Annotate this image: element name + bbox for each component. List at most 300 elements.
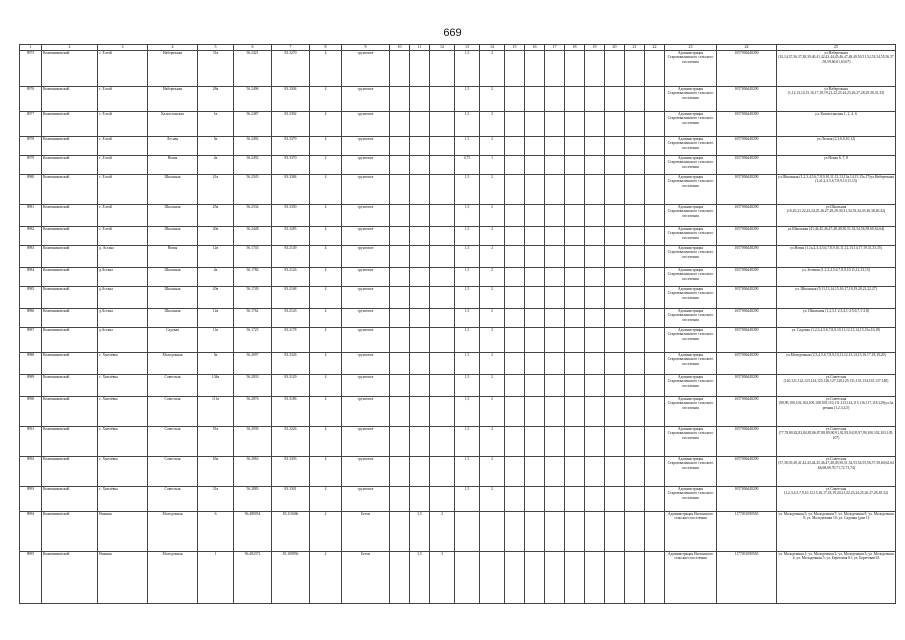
cell-e15 — [505, 205, 525, 227]
cell-addresses: ул.Новая 6, 7, 8 — [777, 156, 896, 175]
cell-id: 8987 — [20, 328, 42, 353]
cell-e18 — [565, 51, 585, 87]
cell-c13: 1,5 — [455, 227, 480, 246]
cell-lat: 56.2534 — [234, 205, 272, 227]
cell-e21 — [625, 51, 645, 87]
cell-e18 — [565, 156, 585, 175]
cell-e15 — [505, 328, 525, 353]
cell-cover: грунтовое — [342, 227, 390, 246]
cell-e17 — [545, 227, 565, 246]
cell-ogrn: 1057006448290 — [717, 205, 777, 227]
header-cell: 17 — [545, 45, 565, 51]
cell-ogrn: 1057006448290 — [717, 268, 777, 287]
cell-id: 8989 — [20, 375, 42, 397]
cell-house: 12в — [198, 309, 234, 328]
cell-owner: Администрация Староювалинского сельского поселения — [665, 51, 717, 87]
cell-e15 — [505, 156, 525, 175]
cell-district: Кожевниковский — [42, 227, 98, 246]
cell-addresses: ул.Советская (1,2,3,4,5,7,9,10,12,15,16,17,18,19,20,21,22,23,24,25,26,27,28,30,32) — [777, 487, 896, 512]
cell-addresses: ул. Молодежная 5; ул. Молодежная 7; ул. Молодежная 8; ул. Молодежная 9; ул. Молодежная 10; ул. Садовая (дом 1) — [777, 512, 896, 552]
cell-c11 — [410, 137, 430, 156]
cell-lon: 83.109956 — [272, 552, 310, 604]
cell-e15 — [505, 246, 525, 268]
cell-e18 — [565, 512, 585, 552]
header-cell: 15 — [505, 45, 525, 51]
cell-e15 — [505, 375, 525, 397]
cell-c14: 2 — [480, 205, 505, 227]
cell-c14: 2 — [480, 328, 505, 353]
cell-district: Кожевниковский — [42, 397, 98, 427]
cell-ogrn: 1057006448290 — [717, 175, 777, 205]
cell-e16 — [525, 227, 545, 246]
cell-locality: д.Астана — [98, 268, 148, 287]
cell-e18 — [565, 487, 585, 512]
cell-house: 111в — [198, 397, 234, 427]
cell-locality: с. Елгай — [98, 137, 148, 156]
cell-lat: 56.2496 — [234, 87, 272, 112]
header-cell: 20 — [605, 45, 625, 51]
cell-cover: грунтовое — [342, 137, 390, 156]
cell-lon: 83.3350 — [272, 205, 310, 227]
cell-c10 — [390, 457, 410, 487]
cell-e19 — [585, 205, 605, 227]
table-row — [20, 552, 896, 604]
cell-e15 — [505, 487, 525, 512]
cell-lat: 56.2448 — [234, 227, 272, 246]
cell-e20 — [605, 227, 625, 246]
cell-cover: Бетон — [342, 552, 390, 604]
cell-house: 31в — [198, 51, 234, 87]
cell-c14: 2 — [480, 51, 505, 87]
cell-locality: с. Хмелёвка — [98, 427, 148, 457]
cell-e21 — [625, 427, 645, 457]
cell-district: Кожевниковский — [42, 87, 98, 112]
cell-c13: 1,5 — [455, 287, 480, 309]
cell-c12 — [430, 268, 455, 287]
cell-c14: 1 — [480, 156, 505, 175]
cell-e18 — [565, 268, 585, 287]
cell-e15 — [505, 397, 525, 427]
cell-e22 — [645, 246, 665, 268]
cell-e20 — [605, 375, 625, 397]
cell-c12 — [430, 137, 455, 156]
cell-ogrn: 1057006448290 — [717, 328, 777, 353]
cell-district: Кожевниковский — [42, 156, 98, 175]
cell-c14 — [480, 512, 505, 552]
cell-c10 — [390, 353, 410, 375]
cell-district: Кожевниковский — [42, 552, 98, 604]
cell-house: 28в — [198, 87, 234, 112]
cell-street: Новая — [148, 246, 198, 268]
cell-addresses: ул.Советская (77,78,80,82,83,84,85,86,87,88,89,90,91,92,93,94,95,97,99,100,102,103,105,107) — [777, 427, 896, 457]
cell-c12 — [430, 427, 455, 457]
page-number: 669 — [443, 27, 462, 39]
cell-e15 — [505, 87, 525, 112]
cell-owner: Администрация Староювалинского сельского поселения — [665, 397, 717, 427]
cell-street: Школьная — [148, 227, 198, 246]
cell-e18 — [565, 552, 585, 604]
header-cell: 18 — [565, 45, 585, 51]
cell-street: Советская — [148, 375, 198, 397]
table-row — [20, 227, 896, 246]
cell-e15 — [505, 512, 525, 552]
cell-e22 — [645, 353, 665, 375]
header-cell: 23 — [665, 45, 717, 51]
cell-e18 — [565, 137, 585, 156]
cell-e15 — [505, 112, 525, 137]
cell-n: 4 — [310, 427, 342, 457]
header-cell: 6 — [234, 45, 272, 51]
cell-house: 6 — [198, 512, 234, 552]
cell-c11 — [410, 397, 430, 427]
cell-ogrn: 1057006448290 — [717, 227, 777, 246]
cell-e16 — [525, 328, 545, 353]
cell-e17 — [545, 112, 565, 137]
cell-c14: 2 — [480, 137, 505, 156]
cell-e15 — [505, 552, 525, 604]
cell-e21 — [625, 328, 645, 353]
cell-lon: 83.3370 — [272, 156, 310, 175]
cell-ogrn: 1057006448290 — [717, 427, 777, 457]
cell-lat: 56.2487 — [234, 112, 272, 137]
cell-street: Казахстанская — [148, 112, 198, 137]
cell-e16 — [525, 205, 545, 227]
cell-e16 — [525, 375, 545, 397]
cell-id: 8993 — [20, 487, 42, 512]
cell-e19 — [585, 175, 605, 205]
cell-addresses: ул.Набережная (32,14,37,36,37,38,39,40,41,42,43,44,45,46,47,48,49,50,51,52,53,54,55,56,57,58,59,60,61,63,67) — [777, 51, 896, 87]
cell-n: 4 — [310, 353, 342, 375]
cell-e16 — [525, 156, 545, 175]
cell-street: Набережная — [148, 51, 198, 87]
cell-lon: 83.3392 — [272, 112, 310, 137]
cell-addresses: ул. Садовая (1,2,3,4,5,6,7,8,9,10,11,12,13,14,15,15а,16,18) — [777, 328, 896, 353]
cell-n: 4 — [310, 375, 342, 397]
cell-ogrn: 1057006448290 — [717, 457, 777, 487]
cell-c13: 1,5 — [455, 87, 480, 112]
cell-e20 — [605, 175, 625, 205]
cell-e17 — [545, 397, 565, 427]
cell-id: 8980 — [20, 175, 42, 205]
cell-e20 — [605, 287, 625, 309]
cell-e18 — [565, 205, 585, 227]
cell-e20 — [605, 328, 625, 353]
cell-c14: 2 — [480, 353, 505, 375]
cell-c12 — [430, 175, 455, 205]
cell-c11 — [410, 87, 430, 112]
cell-ogrn: 1057006448290 — [717, 309, 777, 328]
cell-locality: с. Елгай — [98, 175, 148, 205]
cell-e21 — [625, 156, 645, 175]
cell-lon: 83.2178 — [272, 328, 310, 353]
cell-e17 — [545, 512, 565, 552]
cell-c10 — [390, 112, 410, 137]
cell-e22 — [645, 552, 665, 604]
header-cell: 12 — [430, 45, 455, 51]
header-cell: 7 — [272, 45, 310, 51]
cell-cover: грунтовое — [342, 112, 390, 137]
cell-c10 — [390, 512, 410, 552]
cell-c10 — [390, 246, 410, 268]
cell-addresses: ул. Школьная (9,11,13,14,15,16,17,18,19,20,21,22,27) — [777, 287, 896, 309]
table-row — [20, 427, 896, 457]
cell-locality: с. Хмелёвка — [98, 353, 148, 375]
cell-e20 — [605, 552, 625, 604]
cell-lat: 56.2963 — [234, 457, 272, 487]
cell-e19 — [585, 156, 605, 175]
cell-lon: 83.3304 — [272, 87, 310, 112]
cell-c11: 1,5 — [410, 552, 430, 604]
header-cell: 1 — [20, 45, 42, 51]
cell-c11 — [410, 175, 430, 205]
cell-e17 — [545, 328, 565, 353]
table-row — [20, 397, 896, 427]
cell-e18 — [565, 309, 585, 328]
cell-ogrn: 1057006448290 — [717, 87, 777, 112]
cell-lat: 56.1784 — [234, 268, 272, 287]
cell-lon: 83.2149 — [272, 246, 310, 268]
cell-owner: Администрация Староювалинского сельского поселения — [665, 112, 717, 137]
cell-ogrn: 1057006448290 — [717, 137, 777, 156]
cell-e16 — [525, 427, 545, 457]
cell-district: Кожевниковский — [42, 353, 98, 375]
cell-e19 — [585, 427, 605, 457]
header-cell: 22 — [645, 45, 665, 51]
header-cell: 10 — [390, 45, 410, 51]
cell-ogrn: 1057006448290 — [717, 51, 777, 87]
cell-locality: с. Елгай — [98, 112, 148, 137]
cell-c14: 2 — [480, 246, 505, 268]
cell-e17 — [545, 375, 565, 397]
header-cell: 2 — [42, 45, 98, 51]
cell-street: Школьная — [148, 205, 198, 227]
cell-cover: грунтовое — [342, 87, 390, 112]
cell-n: 4 — [310, 175, 342, 205]
cell-cover: грунтовое — [342, 51, 390, 87]
cell-e17 — [545, 87, 565, 112]
cell-c12 — [430, 227, 455, 246]
cell-lat: 56.2492 — [234, 137, 272, 156]
cell-ogrn: 1177031090565 — [717, 512, 777, 552]
cell-e20 — [605, 156, 625, 175]
cell-locality: с. Хмелёвка — [98, 487, 148, 512]
cell-e17 — [545, 353, 565, 375]
cell-c13: 1,5 — [455, 175, 480, 205]
cell-c14: 2 — [480, 268, 505, 287]
cell-owner: Администрация Староювалинского сельского поселения — [665, 156, 717, 175]
cell-c13 — [455, 512, 480, 552]
cell-street: Советская — [148, 457, 198, 487]
cell-locality: с. Елгай — [98, 227, 148, 246]
cell-e21 — [625, 268, 645, 287]
cell-e18 — [565, 353, 585, 375]
cell-e20 — [605, 268, 625, 287]
cell-c12 — [430, 112, 455, 137]
cell-c10 — [390, 375, 410, 397]
cell-cover: грунтовое — [342, 309, 390, 328]
table-row — [20, 175, 896, 205]
cell-e22 — [645, 427, 665, 457]
cell-e22 — [645, 512, 665, 552]
cell-e16 — [525, 87, 545, 112]
cell-owner: Администрация Староювалинского сельского поселения — [665, 268, 717, 287]
cell-e21 — [625, 457, 645, 487]
cell-district: Кожевниковский — [42, 457, 98, 487]
cell-c13: 1,5 — [455, 328, 480, 353]
header-cell: 11 — [410, 45, 430, 51]
cell-ogrn: 1057006448290 — [717, 397, 777, 427]
cell-c11 — [410, 309, 430, 328]
cell-e16 — [525, 268, 545, 287]
table-row — [20, 328, 896, 353]
cell-e22 — [645, 397, 665, 427]
table-row — [20, 287, 896, 309]
header-cell: 25 — [777, 45, 896, 51]
cell-c12 — [430, 457, 455, 487]
cell-locality: с. Елгай — [98, 87, 148, 112]
cell-c13: 1,5 — [455, 375, 480, 397]
table-row — [20, 457, 896, 487]
cell-c13: 1,5 — [455, 205, 480, 227]
cell-house: 91в — [198, 427, 234, 457]
header-cell: 19 — [585, 45, 605, 51]
cell-e18 — [565, 112, 585, 137]
cell-e16 — [525, 487, 545, 512]
cell-lon: 83.2168 — [272, 287, 310, 309]
cell-owner: Администрация Староювалинского сельского поселения — [665, 427, 717, 457]
cell-e18 — [565, 397, 585, 427]
cell-lat: 56.2421 — [234, 51, 272, 87]
table-row — [20, 112, 896, 137]
cell-street: Молодежная — [148, 552, 198, 604]
cell-e22 — [645, 205, 665, 227]
cell-id: 8981 — [20, 205, 42, 227]
cell-district: Кожевниковский — [42, 268, 98, 287]
cell-e20 — [605, 397, 625, 427]
cell-c12 — [430, 309, 455, 328]
cell-street: Школьная — [148, 268, 198, 287]
cell-c11 — [410, 227, 430, 246]
cell-e21 — [625, 353, 645, 375]
table-body — [20, 45, 896, 604]
cell-e20 — [605, 353, 625, 375]
cell-cover: грунтовое — [342, 487, 390, 512]
cell-e19 — [585, 227, 605, 246]
cell-id: 8988 — [20, 353, 42, 375]
cell-addresses: ул.Школьная (1,2,3,4,5,6,7,8,9,10,11,12,13,13а,14,15,15а,17)ул.Набережная (1,а1,2,3,5,6,7,8,9,10,11,13) — [777, 175, 896, 205]
cell-e17 — [545, 287, 565, 309]
cell-n: 4 — [310, 487, 342, 512]
cell-locality: д.Астана — [98, 328, 148, 353]
cell-e16 — [525, 309, 545, 328]
cell-cover: грунтовое — [342, 175, 390, 205]
header-cell: 4 — [148, 45, 198, 51]
cell-c10 — [390, 87, 410, 112]
cell-addresses: ул. Молодежная 1; ул. Молодежная 2; ул. Молодежная 3; ул. Молодежная 4; ул. Молодежная 5; ул. Береговая 61; ул. Береговая 63 — [777, 552, 896, 604]
cell-ogrn: 1057006448290 — [717, 353, 777, 375]
cell-addresses: ул.Набережная (1,12,13,14,15,16,17,18,19,21,22,23,24,25,26,27,28,29,30,31,33) — [777, 87, 896, 112]
cell-street: Школьная — [148, 175, 198, 205]
cell-e22 — [645, 227, 665, 246]
cell-e16 — [525, 353, 545, 375]
cell-c14: 2 — [480, 175, 505, 205]
cell-e19 — [585, 87, 605, 112]
cell-ogrn: 1177031090565 — [717, 552, 777, 604]
cell-e22 — [645, 156, 665, 175]
cell-locality: с. Елгай — [98, 156, 148, 175]
cell-e19 — [585, 353, 605, 375]
table-row — [20, 375, 896, 397]
cell-addresses: ул.Лесная (2,3,6,8,10,12) — [777, 137, 896, 156]
cell-e20 — [605, 309, 625, 328]
cell-district: Кожевниковский — [42, 287, 98, 309]
cell-house: 20в — [198, 287, 234, 309]
cell-e15 — [505, 137, 525, 156]
cell-house: 2в — [198, 268, 234, 287]
cell-e19 — [585, 51, 605, 87]
cell-e21 — [625, 552, 645, 604]
cell-e21 — [625, 227, 645, 246]
cell-e17 — [545, 552, 565, 604]
cell-c10 — [390, 51, 410, 87]
cell-house: 11в — [198, 328, 234, 353]
cell-e15 — [505, 287, 525, 309]
cell-lon: 83.2143 — [272, 309, 310, 328]
cell-e20 — [605, 246, 625, 268]
cell-e16 — [525, 397, 545, 427]
cell-ogrn: 1057006448290 — [717, 156, 777, 175]
cell-c12 — [430, 487, 455, 512]
cell-cover: грунтовое — [342, 205, 390, 227]
cell-id: 8979 — [20, 156, 42, 175]
cell-id: 8984 — [20, 268, 42, 287]
cell-owner: Администрация Староювалинского сельского поселения — [665, 137, 717, 156]
cell-n: 4 — [310, 457, 342, 487]
cell-e20 — [605, 512, 625, 552]
cell-e17 — [545, 175, 565, 205]
cell-n: 2 — [310, 156, 342, 175]
cell-lon: 83.110466 — [272, 512, 310, 552]
cell-e17 — [545, 156, 565, 175]
cell-locality: с. Хмелёвка — [98, 397, 148, 427]
cell-c14: 2 — [480, 112, 505, 137]
cell-owner: Администрация Староювалинского сельского поселения — [665, 353, 717, 375]
cell-district: Кожевниковский — [42, 512, 98, 552]
cell-e19 — [585, 457, 605, 487]
cell-cover: грунтовое — [342, 328, 390, 353]
cell-c13: 1,5 — [455, 487, 480, 512]
cell-c12 — [430, 156, 455, 175]
cell-e16 — [525, 512, 545, 552]
cell-id: 8978 — [20, 137, 42, 156]
cell-n: 2 — [310, 552, 342, 604]
table-row — [20, 353, 896, 375]
cell-id: 8991 — [20, 427, 42, 457]
cell-e16 — [525, 287, 545, 309]
cell-e18 — [565, 87, 585, 112]
cell-id: 8985 — [20, 287, 42, 309]
cell-house: 21в — [198, 175, 234, 205]
cell-street: Новая — [148, 156, 198, 175]
cell-lat: 56.2697 — [234, 353, 272, 375]
table-row — [20, 51, 896, 87]
cell-c10 — [390, 205, 410, 227]
cell-locality: Нижняя — [98, 512, 148, 552]
cell-locality: д. Астана — [98, 246, 148, 268]
cell-e17 — [545, 137, 565, 156]
cell-c11 — [410, 487, 430, 512]
cell-district: Кожевниковский — [42, 427, 98, 457]
